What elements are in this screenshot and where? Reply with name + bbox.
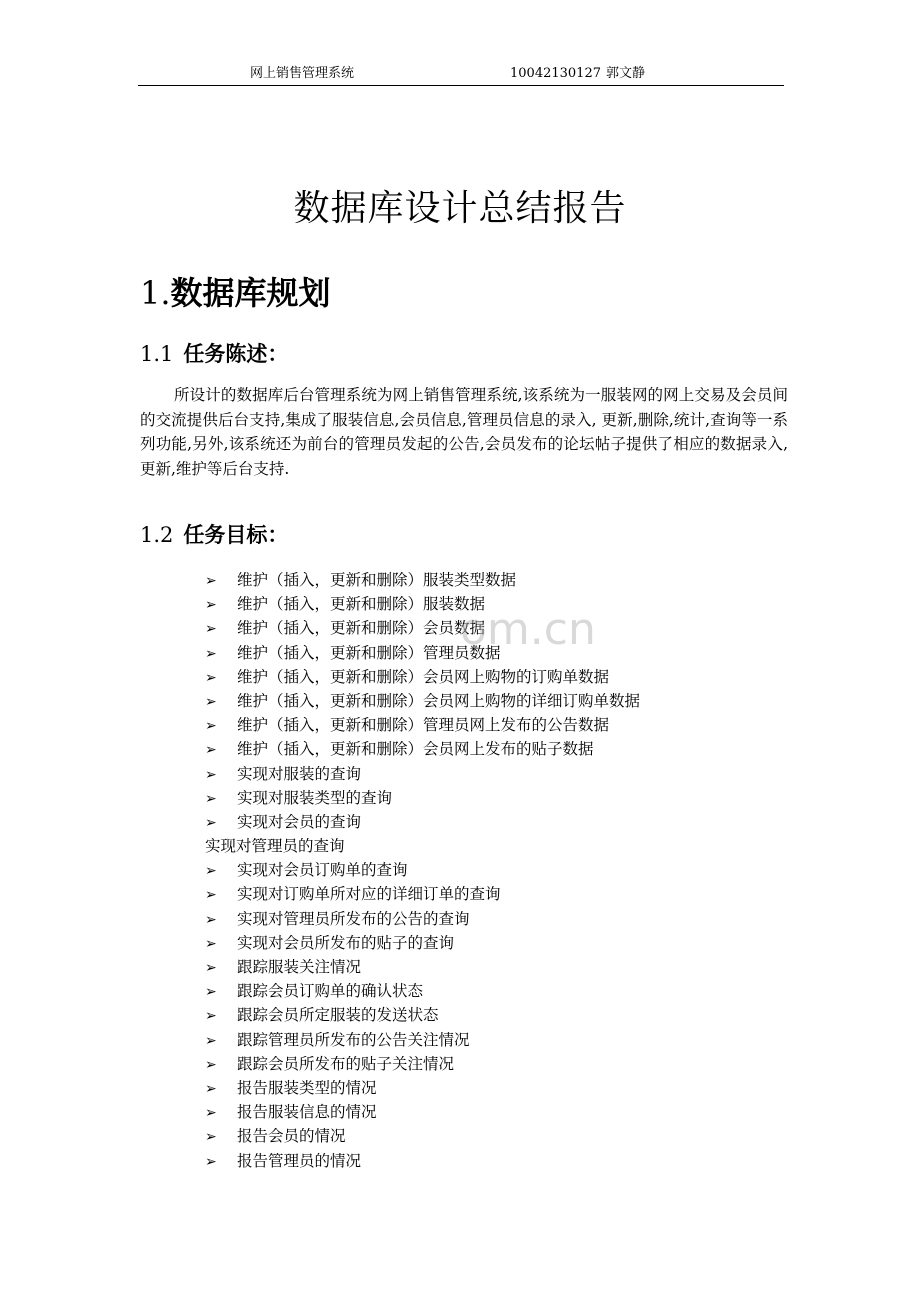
goal-text: 报告服装类型的情况 xyxy=(237,1078,377,1097)
goal-list-item xyxy=(205,616,640,640)
arrow-bullet-icon: ➢ xyxy=(205,984,217,1001)
goal-text: 跟踪服装关注情况 xyxy=(237,958,362,976)
goal-text: 报告管理员的情况 xyxy=(237,1151,362,1170)
goal-text: 实现对管理员所发布的公告的查询 xyxy=(237,909,470,928)
goal-list-item xyxy=(205,1149,640,1173)
goal-text: 实现对订购单所对应的详细订单的查询 xyxy=(237,885,501,904)
goal-text: 跟踪会员所定服装的发送状态 xyxy=(237,1006,439,1025)
goal-list-item xyxy=(205,641,640,665)
goal-text: 跟踪会员所发布的贴子关注情况 xyxy=(237,1054,455,1073)
goal-list-item xyxy=(205,907,640,931)
goal-list-item xyxy=(205,858,640,882)
goal-list-item xyxy=(205,762,640,786)
header-system-name: 网上销售管理系统 xyxy=(250,66,355,81)
arrow-bullet-icon: ➢ xyxy=(205,1153,217,1170)
arrow-bullet-icon: ➢ xyxy=(205,935,217,952)
goal-list-item xyxy=(205,1100,640,1124)
arrow-bullet-icon: ➢ xyxy=(205,863,217,880)
section-1-2-number: 1.2 xyxy=(140,523,174,547)
watermark: om.cn xyxy=(460,604,596,655)
arrow-bullet-icon: ➢ xyxy=(205,621,217,638)
arrow-bullet-icon: ➢ xyxy=(205,1129,217,1146)
goal-text: 报告服装信息的情况 xyxy=(237,1103,377,1122)
arrow-bullet-icon: ➢ xyxy=(205,597,217,614)
arrow-bullet-icon: ➢ xyxy=(205,911,217,928)
arrow-bullet-icon: ➢ xyxy=(205,1080,217,1097)
goal-list-item xyxy=(205,1028,640,1052)
arrow-bullet-icon: ➢ xyxy=(205,1032,217,1049)
arrow-bullet-icon: ➢ xyxy=(205,645,217,662)
arrow-bullet-icon: ➢ xyxy=(205,718,217,735)
task-goals-list xyxy=(205,568,640,1173)
goal-text: 维护（插入，更新和删除）会员网上购物的订购单数据 xyxy=(237,667,610,686)
arrow-bullet-icon: ➢ xyxy=(205,669,217,686)
arrow-bullet-icon: ➢ xyxy=(205,1105,217,1122)
goal-list-item xyxy=(205,786,640,810)
goal-list-item xyxy=(205,931,640,955)
goal-text: 实现对管理员的查询 xyxy=(205,837,345,856)
goal-list-item xyxy=(205,955,640,979)
goal-text: 跟踪管理员所发布的公告关注情况 xyxy=(237,1030,470,1049)
goal-list-item xyxy=(205,568,640,592)
goal-list-item xyxy=(205,882,640,906)
report-title: 数据库设计总结报告 xyxy=(293,188,627,229)
goal-text: 维护（插入，更新和删除）会员网上发布的贴子数据 xyxy=(237,740,594,759)
goal-list-item xyxy=(205,689,640,713)
goal-text: 维护（插入，更新和删除）管理员网上发布的公告数据 xyxy=(237,716,610,735)
section-1-1-title: 任务陈述： xyxy=(183,342,289,366)
goal-text: 实现对会员的查询 xyxy=(237,812,362,831)
goal-text: 跟踪会员订购单的确认状态 xyxy=(237,982,424,1001)
arrow-bullet-icon: ➢ xyxy=(205,1008,217,1025)
goal-list-item xyxy=(205,1052,640,1076)
goal-list-item xyxy=(205,1003,640,1027)
header-rule xyxy=(138,85,784,86)
goal-text: 维护（插入，更新和删除）管理员数据 xyxy=(237,643,501,662)
section-1-title: 数据库规划 xyxy=(170,274,331,312)
goal-text: 实现对服装的查询 xyxy=(237,764,362,783)
section-1-2-title: 任务目标： xyxy=(183,523,289,547)
arrow-bullet-icon: ➢ xyxy=(205,766,217,783)
header-student-id: 10042130127 xyxy=(510,66,601,81)
arrow-bullet-icon: ➢ xyxy=(205,1056,217,1073)
header-author: 郭文静 xyxy=(606,66,646,81)
goal-text: 维护（插入，更新和删除）服装数据 xyxy=(237,595,486,614)
arrow-bullet-icon: ➢ xyxy=(205,887,217,904)
arrow-bullet-icon: ➢ xyxy=(205,573,217,589)
section-1-heading xyxy=(140,271,331,315)
goal-list-item xyxy=(205,737,640,761)
goal-list-item xyxy=(205,665,640,689)
task-statement-paragraph: 所设计的数据库后台管理系统为网上销售管理系统,该系统为一服装网的网上交易及会员间的交流提供后台支持,集成了服装信息,会员信息,管理员信息的录入, 更新,删除,统计,查询等一系列功能,另外,该系统还为前台的管理员发起的公告,会员发布的论坛帖子提供了相应的数据录入,更新,维护等后台支持. xyxy=(140,386,788,478)
goal-list-item xyxy=(205,1124,640,1148)
goal-list-item xyxy=(205,592,640,616)
arrow-bullet-icon: ➢ xyxy=(205,790,217,807)
arrow-bullet-icon: ➢ xyxy=(205,814,217,831)
goal-list-item xyxy=(205,713,640,737)
section-1-1-number: 1.1 xyxy=(140,342,174,366)
goal-list-item xyxy=(205,979,640,1003)
goal-text: 维护（插入，更新和删除）服装类型数据 xyxy=(237,571,517,589)
goal-text: 维护（插入，更新和删除）会员网上购物的详细订购单数据 xyxy=(237,691,641,710)
arrow-bullet-icon: ➢ xyxy=(205,742,217,759)
goal-text: 报告会员的情况 xyxy=(237,1127,346,1146)
goal-list-item xyxy=(205,834,640,858)
goal-text: 实现对会员所发布的贴子的查询 xyxy=(237,933,455,952)
section-1-1-heading xyxy=(140,339,288,369)
goal-text: 实现对服装类型的查询 xyxy=(237,788,393,807)
goal-list-item xyxy=(205,1076,640,1100)
goal-list-item xyxy=(205,810,640,834)
arrow-bullet-icon: ➢ xyxy=(205,960,217,976)
arrow-bullet-icon: ➢ xyxy=(205,693,217,710)
section-1-2-heading xyxy=(140,520,288,550)
section-1-number: 1. xyxy=(140,274,171,312)
goal-text: 维护（插入，更新和删除）会员数据 xyxy=(237,619,486,638)
goal-text: 实现对会员订购单的查询 xyxy=(237,861,408,880)
